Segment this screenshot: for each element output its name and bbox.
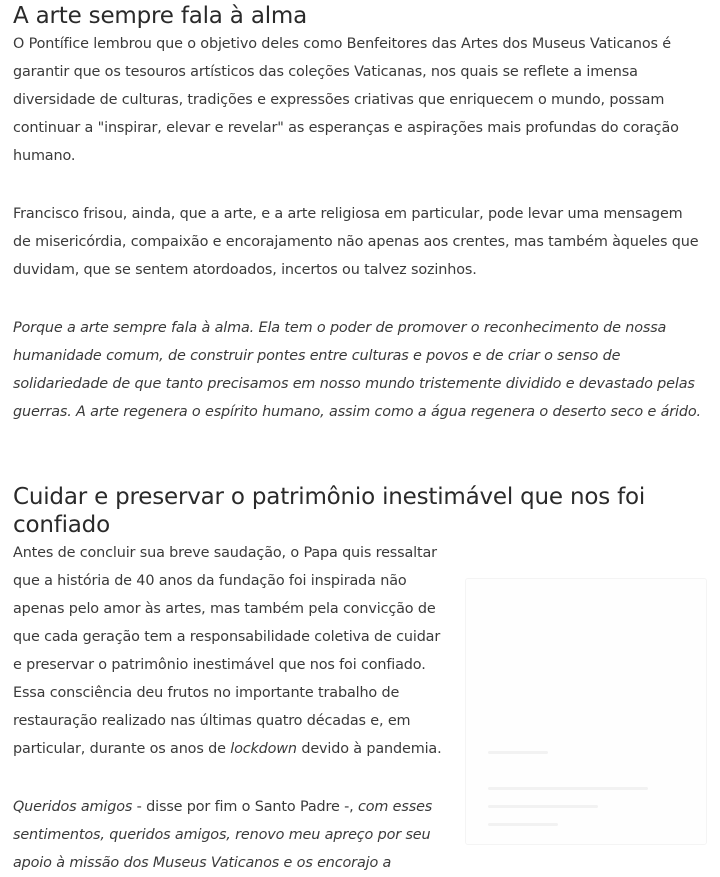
quote-body: com esses sentimentos, queridos amigos, renovo meu apreço por seu apoio à missão dos Museus Vaticanos e os encorajo a: [13, 799, 433, 871]
embedded-media-placeholder[interactable]: [465, 578, 707, 845]
paragraph-quote-arte: Porque a arte sempre fala à alma. Ela tem o poder de promover o reconhecimento de nossa humanidade comum, de construir pontes entre culturas e povos e de criar o senso de solidariedade de que tanto precisamos em nosso mundo tristemente dividido e devastado pelas guerras. A arte regenera o espírito humano, assim como a água regenera o deserto seco e árido.: [13, 320, 701, 420]
section-heading-arte: A arte sempre fala à alma: [13, 3, 308, 29]
quote-opening: Queridos amigos: [13, 799, 133, 815]
paragraph-saudacao: [13, 539, 453, 763]
lockdown-term: lockdown: [230, 741, 297, 757]
embed-ghost-line: [488, 787, 648, 790]
paragraph-queridos-amigos: [13, 793, 453, 877]
embed-ghost-line: [488, 805, 598, 808]
paragraph-pontifice: O Pontífice lembrou que o objetivo deles como Benfeitores das Artes dos Museus Vaticanos é garantir que os tesouros artísticos das coleções Vaticanas, nos quais se reflete a imensa diversidade de culturas, tradições e expressões criativas que enriquecem o mundo, possam continuar a "inspirar, elevar e revelar" as esperanças e aspirações mais profundas do coração humano.: [13, 36, 679, 164]
embed-ghost-line: [488, 751, 548, 754]
section-heading-patrimonio: Cuidar e preservar o patrimônio inestimável que nos foi confiado: [13, 484, 646, 538]
embed-ghost-line: [488, 823, 558, 826]
quote-attribution: - disse por fim o Santo Padre -,: [132, 799, 358, 815]
paragraph-francisco: Francisco frisou, ainda, que a arte, e a arte religiosa em particular, pode levar uma mensagem de misericórdia, compaixão e encorajamento não apenas aos crentes, mas também àqueles que duvidam, que se sentem atordoados, incertos ou talvez sozinhos.: [13, 206, 699, 278]
paragraph-saudacao-end: devido à pandemia.: [296, 741, 442, 757]
paragraph-saudacao-text: Antes de concluir sua breve saudação, o Papa quis ressaltar que a história de 40 anos da fundação foi inspirada não apenas pelo amor às artes, mas também pela convicção de que cada geração tem a responsabilidade coletiva de cuidar e preservar o patrimônio inestimável que nos foi confiado. Essa consciência deu frutos no importante trabalho de restauração realizado nas últimas quatro décadas e, em particular, durante os anos de: [13, 545, 441, 757]
